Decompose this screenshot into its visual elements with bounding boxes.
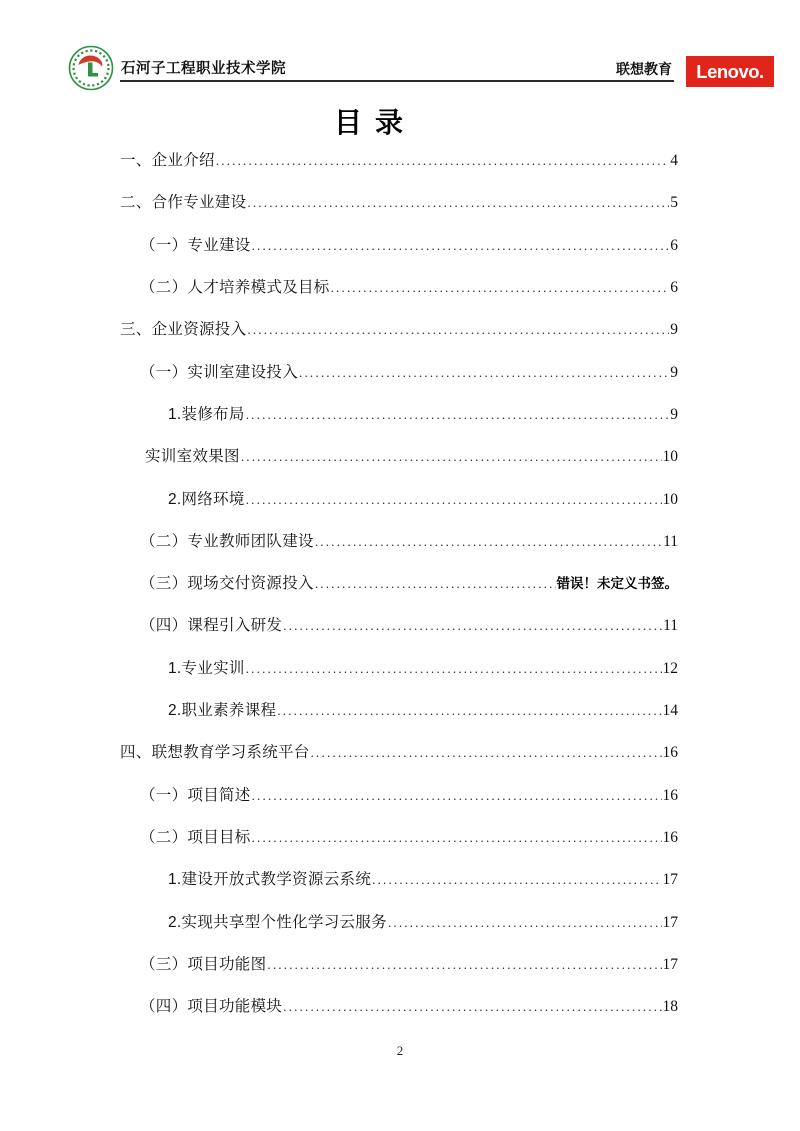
toc-entry[interactable] xyxy=(120,233,678,275)
toc-entry-label: （二）人才培养模式及目标 xyxy=(140,278,330,296)
lenovo-logo xyxy=(686,56,774,87)
toc-page-number: 11 xyxy=(663,532,678,550)
footer-page-number: 2 xyxy=(396,1043,404,1058)
toc-leader-dots xyxy=(216,152,669,170)
toc-page-number: 10 xyxy=(662,490,678,508)
toc-leader-dots xyxy=(267,956,661,974)
toc-leader-dots xyxy=(331,279,670,297)
toc-entry[interactable] xyxy=(120,529,678,571)
toc-leader-dots xyxy=(246,406,670,424)
toc-entry[interactable] xyxy=(120,444,678,486)
toc-entry[interactable] xyxy=(120,656,678,698)
toc-entry-label: （四）课程引入研发 xyxy=(140,617,283,635)
toc-entry-label: 2.职业素养课程 xyxy=(168,702,277,720)
toc-entry-label: （二）专业教师团队建设 xyxy=(140,532,314,550)
toc-entry[interactable] xyxy=(120,952,678,994)
toc-error-bookmark-text: 错误！未定义书签。 xyxy=(556,576,678,592)
toc-entry[interactable] xyxy=(120,698,678,740)
toc-leader-dots xyxy=(372,871,661,889)
toc-leader-dots xyxy=(252,787,662,805)
toc-entry[interactable] xyxy=(120,148,678,190)
toc-leader-dots xyxy=(241,448,662,466)
toc-page-number: 11 xyxy=(663,617,678,635)
toc-leader-dots xyxy=(388,914,662,932)
toc-leader-dots xyxy=(246,660,662,678)
toc-entry-label: 1.专业实训 xyxy=(168,659,245,677)
toc-entry[interactable] xyxy=(120,360,678,402)
toc-page-number: 6 xyxy=(670,278,678,296)
toc-leader-dots xyxy=(247,321,669,339)
toc-entry-label: （一）项目简述 xyxy=(140,786,251,804)
toc-leader-dots xyxy=(252,237,670,255)
toc-entry[interactable] xyxy=(120,571,678,613)
toc-entry-label: （四）项目功能模块 xyxy=(140,998,283,1016)
toc-leader-dots xyxy=(277,702,661,720)
toc-entry[interactable] xyxy=(120,740,678,782)
toc-entry-label: （一）实训室建设投入 xyxy=(140,363,299,381)
toc-page-number: 12 xyxy=(662,659,678,677)
toc-page-number: 10 xyxy=(662,448,678,466)
page-title: 目录 xyxy=(333,108,416,139)
toc-page-number: 14 xyxy=(662,702,678,720)
toc-entry-label: （二）项目目标 xyxy=(140,829,251,846)
toc-entry[interactable] xyxy=(120,402,678,444)
toc-entry[interactable] xyxy=(120,910,678,952)
toc-leader-dots xyxy=(283,617,662,635)
toc-page-number: 18 xyxy=(662,998,678,1016)
toc-entry[interactable] xyxy=(120,317,678,359)
toc-entry[interactable] xyxy=(120,783,678,825)
toc-entry[interactable] xyxy=(120,994,678,1036)
toc-entry-label: 2.网络环境 xyxy=(168,490,245,508)
school-seal-logo xyxy=(68,45,114,91)
toc-entry[interactable] xyxy=(120,825,678,867)
partner-brand-text: 联想教育 xyxy=(616,61,672,77)
toc-leader-dots xyxy=(252,829,662,847)
toc-entry[interactable] xyxy=(120,275,678,317)
toc-leader-dots xyxy=(246,491,662,509)
toc-entry-label: （一）专业建设 xyxy=(140,236,251,254)
toc-entry[interactable] xyxy=(120,190,678,232)
toc-entry[interactable] xyxy=(120,487,678,529)
toc-page-number: 4 xyxy=(670,152,678,169)
toc-entry-label: 1.装修布局 xyxy=(168,405,245,423)
toc-entry-label: 四、联想教育学习系统平台 xyxy=(120,744,310,762)
toc-leader-dots xyxy=(315,575,556,593)
toc-leader-dots xyxy=(247,194,669,212)
toc-entry[interactable] xyxy=(120,613,678,655)
toc-page-number: 16 xyxy=(662,829,678,846)
table-of-contents xyxy=(120,148,678,1037)
toc-page-number: 17 xyxy=(662,913,678,931)
header-rule xyxy=(120,80,674,82)
school-name: 石河子工程职业技术学院 xyxy=(121,61,286,77)
toc-leader-dots xyxy=(299,364,669,382)
toc-entry-label: （三）现场交付资源投入 xyxy=(140,575,314,593)
toc-page-number: 5 xyxy=(670,194,678,212)
toc-page-number: 9 xyxy=(670,321,678,339)
toc-entry[interactable] xyxy=(120,867,678,909)
toc-leader-dots xyxy=(311,744,662,762)
toc-entry-label: 实训室效果图 xyxy=(145,448,240,466)
toc-entry-label: （三）项目功能图 xyxy=(140,955,267,973)
toc-entry-label: 一、企业介绍 xyxy=(120,152,215,169)
toc-entry-label: 三、企业资源投入 xyxy=(120,321,247,339)
toc-page-number: 9 xyxy=(670,405,678,423)
toc-page-number: 17 xyxy=(662,871,678,889)
toc-page-number: 6 xyxy=(670,236,678,254)
toc-entry-label: 二、合作专业建设 xyxy=(120,194,247,212)
toc-page-number: 17 xyxy=(662,955,678,973)
toc-page-number: 16 xyxy=(662,744,678,762)
toc-leader-dots xyxy=(315,533,662,551)
toc-page-number: 16 xyxy=(662,786,678,804)
toc-entry-label: 2.实现共享型个性化学习云服务 xyxy=(168,913,387,931)
lenovo-logo-text: Lenovo. xyxy=(696,60,764,82)
toc-entry-label: 1.建设开放式教学资源云系统 xyxy=(168,871,372,889)
toc-leader-dots xyxy=(283,998,661,1016)
toc-page-number: 9 xyxy=(670,363,678,381)
